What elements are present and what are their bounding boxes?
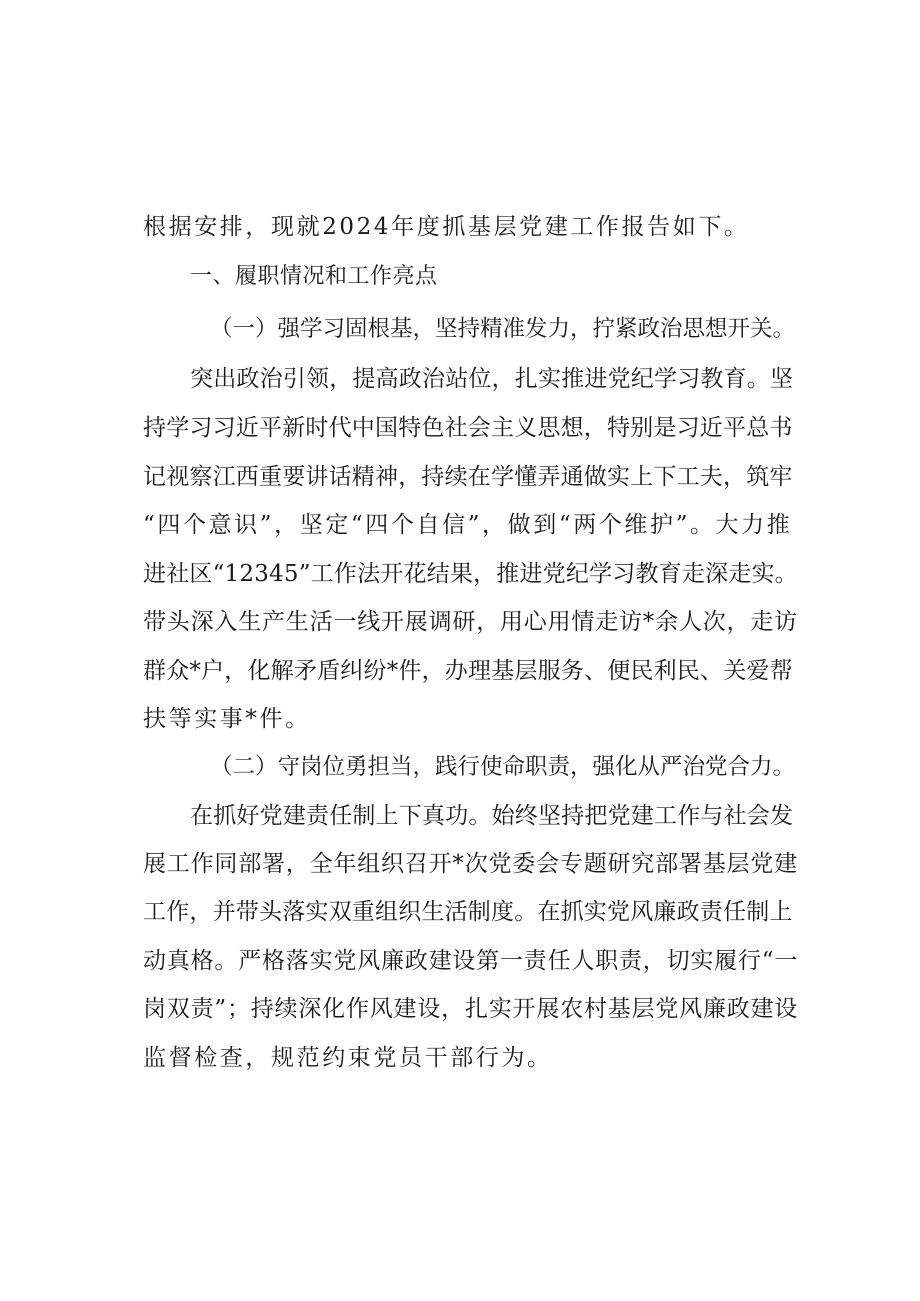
paragraph-line: 在抓好党建责任制上下真功。始终坚持把党建工作与社会发 — [190, 803, 794, 829]
paragraph-line: 突出政治引领，提高政治站位，扎实推进党纪学习教育。坚 — [190, 366, 794, 392]
paragraph-line: 扶等实事*件。 — [143, 706, 311, 732]
section-heading: 一、履职情况和工作亮点 — [190, 264, 438, 289]
paragraph-line: 展工作同部署，全年组织召开*次党委会专题研究部署基层党建 — [143, 851, 798, 877]
paragraph-line: 记视察江西重要讲话精神，持续在学懂弄通做实上下工夫，筑牢 — [143, 464, 793, 490]
paragraph-line: 动真格。严格落实党风廉政建设第一责任人职责，切实履行“一 — [143, 948, 799, 974]
intro-paragraph: 根据安排，现就2024年度抓基层党建工作报告如下。 — [143, 214, 750, 240]
subsection-title-1: （一）强学习固根基，坚持精准发力，拧紧政治思想开关。 — [210, 316, 796, 342]
paragraph-line: 群众*户，化解矛盾纠纷*件，办理基层服务、便民利民、关爱帮 — [143, 658, 793, 684]
paragraph-line: 岗双责”；持续深化作风建设，扎实开展农村基层党风廉政建设 — [143, 996, 799, 1022]
paragraph-line: “四个意识”，坚定“四个自信”，做到“两个维护”。大力推 — [143, 512, 793, 538]
paragraph-line: 持学习习近平新时代中国特色社会主义思想，特别是习近平总书 — [143, 415, 793, 441]
subsection-title-2: （二）守岗位勇担当，践行使命职责，强化从严治党合力。 — [210, 754, 796, 780]
paragraph-line: 进社区“12345”工作法开花结果，推进党纪学习教育走深走实。 — [143, 561, 798, 587]
paragraph-line: 监督检查，规范约束党员干部行为。 — [143, 1045, 553, 1071]
paragraph-line: 工作，并带头落实双重组织生活制度。在抓实党风廉政责任制上 — [143, 899, 793, 925]
paragraph-line: 带头深入生产生活一线开展调研，用心用情走访*余人次，走访 — [143, 609, 798, 635]
